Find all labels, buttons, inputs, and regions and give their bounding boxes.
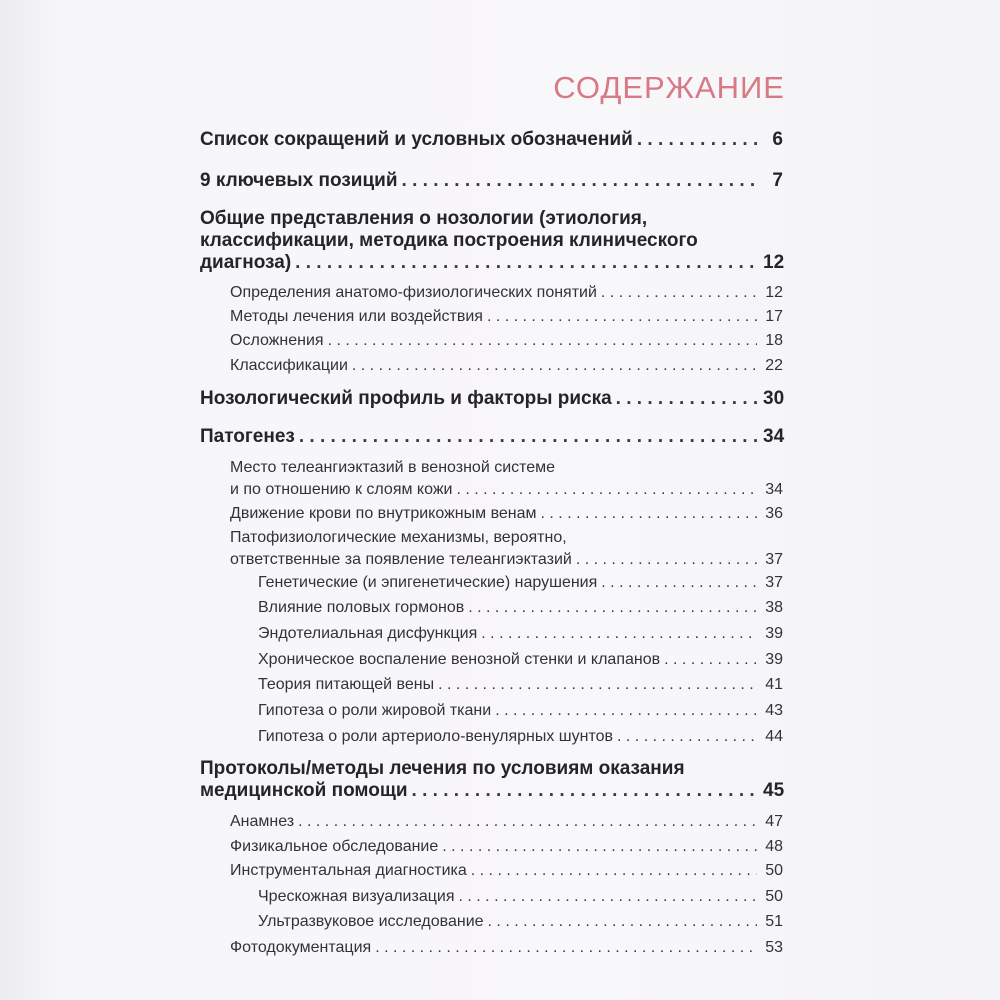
- toc-entry: [200, 306, 783, 328]
- toc-entry-title: Фотодокументация: [230, 939, 372, 956]
- toc-page-number: 34: [763, 426, 785, 447]
- toc-entry-title: и по отношению к слоям кожи: [230, 481, 453, 498]
- toc-page-number: 43: [765, 702, 783, 719]
- toc-page-number: 50: [765, 888, 783, 905]
- toc-page-number: 50: [765, 862, 783, 879]
- toc-entry-title-line: классификации, методика построения клинического: [200, 230, 698, 251]
- toc-entry-title: Инструментальная диагностика: [230, 862, 467, 879]
- toc-entry: [200, 503, 783, 525]
- toc-entry-title: Методы лечения или воздействия: [230, 308, 483, 325]
- toc-entry: [200, 623, 783, 645]
- toc-leader-dots: [541, 503, 757, 525]
- toc-entry: [200, 170, 783, 192]
- toc-leader-dots: [299, 426, 757, 448]
- toc-entry: [200, 572, 783, 594]
- toc-entry-title: Гипотеза о роли жировой ткани: [258, 702, 492, 719]
- toc-entry: [200, 457, 783, 501]
- toc-leader-dots: [456, 479, 757, 501]
- toc-entry-title: Генетические (и эпигенетические) нарушения: [258, 574, 598, 591]
- toc-entry: [200, 649, 783, 671]
- toc-entry-title: Движение крови по внутрикожным венам: [230, 505, 537, 522]
- toc-page-number: 53: [765, 939, 783, 956]
- toc-leader-dots: [442, 836, 757, 858]
- toc-page-number: 30: [763, 388, 785, 409]
- toc-entry: [200, 860, 783, 882]
- toc-page-number: 51: [765, 913, 783, 930]
- toc-leader-dots: [617, 726, 757, 748]
- toc-entry-title: ответственные за появление телеангиэктазий: [230, 551, 572, 568]
- toc-entry-title: Нозологический профиль и факторы риска: [200, 388, 612, 409]
- toc-entry-title: Влияние половых гормонов: [258, 599, 465, 616]
- toc-page-number: 22: [765, 357, 783, 374]
- toc-entry: [200, 527, 783, 571]
- toc-leader-dots: [295, 252, 757, 274]
- toc-page-number: 38: [765, 599, 783, 616]
- toc-entry-title-line: Протоколы/методы лечения по условиям оказания: [200, 758, 685, 779]
- toc-entry: [200, 330, 783, 352]
- toc-entry: [200, 129, 783, 151]
- toc-entry-title: Гипотеза о роли артериоло-венулярных шунтов: [258, 728, 614, 745]
- toc-entry: [200, 811, 783, 833]
- toc-entry-title: Хроническое воспаление венозной стенки и клапанов: [258, 651, 661, 668]
- toc-page-number: 18: [765, 332, 783, 349]
- toc-entry-title: Классификации: [230, 357, 348, 374]
- toc-page-number: 37: [765, 551, 783, 568]
- toc-page-number: 12: [763, 252, 785, 273]
- toc-entry-title: 9 ключевых позиций: [200, 170, 398, 191]
- toc-page-number: 36: [765, 505, 783, 522]
- toc-leader-dots: [664, 649, 757, 671]
- toc-page-number: 48: [765, 838, 783, 855]
- toc-entry-title: Теория питающей вены: [258, 676, 435, 693]
- toc-entry-title: Анамнез: [230, 813, 295, 830]
- toc-leader-dots: [352, 355, 757, 377]
- toc-entry: [200, 355, 783, 377]
- toc-leader-dots: [637, 129, 757, 151]
- toc-entry: [200, 282, 783, 304]
- toc-entry-title: Эндотелиальная дисфункция: [258, 625, 478, 642]
- toc-leader-dots: [576, 549, 757, 571]
- toc-entry: [200, 674, 783, 696]
- toc-leader-dots: [471, 860, 757, 882]
- toc-entry: [200, 836, 783, 858]
- toc-leader-dots: [616, 388, 757, 410]
- toc-leader-dots: [487, 306, 757, 328]
- toc-leader-dots: [328, 330, 757, 352]
- toc-page-number: 6: [772, 129, 783, 150]
- toc-leader-dots: [412, 780, 757, 802]
- toc-entry-title: Ультразвуковое исследование: [258, 913, 484, 930]
- toc-entry-title: медицинской помощи: [200, 780, 408, 801]
- toc-entry: [200, 597, 783, 619]
- toc-page-number: 39: [765, 625, 783, 642]
- toc-entry-title-line: Патофизиологические механизмы, вероятно,: [230, 529, 567, 546]
- toc-page-number: 7: [772, 170, 783, 191]
- toc-entry: [200, 726, 783, 748]
- toc-entry-title: Физикальное обследование: [230, 838, 439, 855]
- toc-leader-dots: [459, 886, 758, 908]
- toc-leader-dots: [402, 170, 757, 192]
- toc-entry: [200, 911, 783, 933]
- toc-entry-title: Чрескожная визуализация: [258, 888, 455, 905]
- toc-entry-title: Определения анатомо-физиологических понятий: [230, 284, 597, 301]
- toc-leader-dots: [488, 911, 757, 933]
- toc-entry-title: диагноза): [200, 252, 292, 273]
- toc-page-number: 12: [765, 284, 783, 301]
- toc-page-number: 39: [765, 651, 783, 668]
- toc-entry: [200, 886, 783, 908]
- toc-entry: [200, 700, 783, 722]
- toc-entry-title: Осложнения: [230, 332, 324, 349]
- toc-leader-dots: [601, 572, 757, 594]
- toc-entry: [200, 758, 783, 802]
- toc-leader-dots: [438, 674, 757, 696]
- toc-leader-dots: [375, 937, 757, 959]
- toc-entry: [200, 426, 783, 448]
- toc-page-number: 45: [763, 780, 785, 801]
- toc-entry: [200, 937, 783, 959]
- toc-entry: [200, 388, 783, 410]
- toc-entry-title-line: Общие представления о нозологии (этиология,: [200, 208, 648, 229]
- toc-entry-title: Список сокращений и условных обозначений: [200, 129, 633, 150]
- toc-leader-dots: [298, 811, 757, 833]
- toc-entry-title: Патогенез: [200, 426, 295, 447]
- toc-page-number: 44: [765, 728, 783, 745]
- toc-page-number: 17: [765, 308, 783, 325]
- page-title: СОДЕРЖАНИЕ: [553, 70, 785, 105]
- toc-page-number: 47: [765, 813, 783, 830]
- toc-leader-dots: [495, 700, 757, 722]
- toc-leader-dots: [481, 623, 757, 645]
- toc-page-number: 41: [765, 676, 783, 693]
- toc-leader-dots: [601, 282, 757, 304]
- toc-entry: [200, 208, 783, 274]
- toc-leader-dots: [468, 597, 757, 619]
- toc-page-number: 34: [765, 481, 783, 498]
- toc-page-number: 37: [765, 574, 783, 591]
- toc-entry-title-line: Место телеангиэктазий в венозной системе: [230, 459, 556, 476]
